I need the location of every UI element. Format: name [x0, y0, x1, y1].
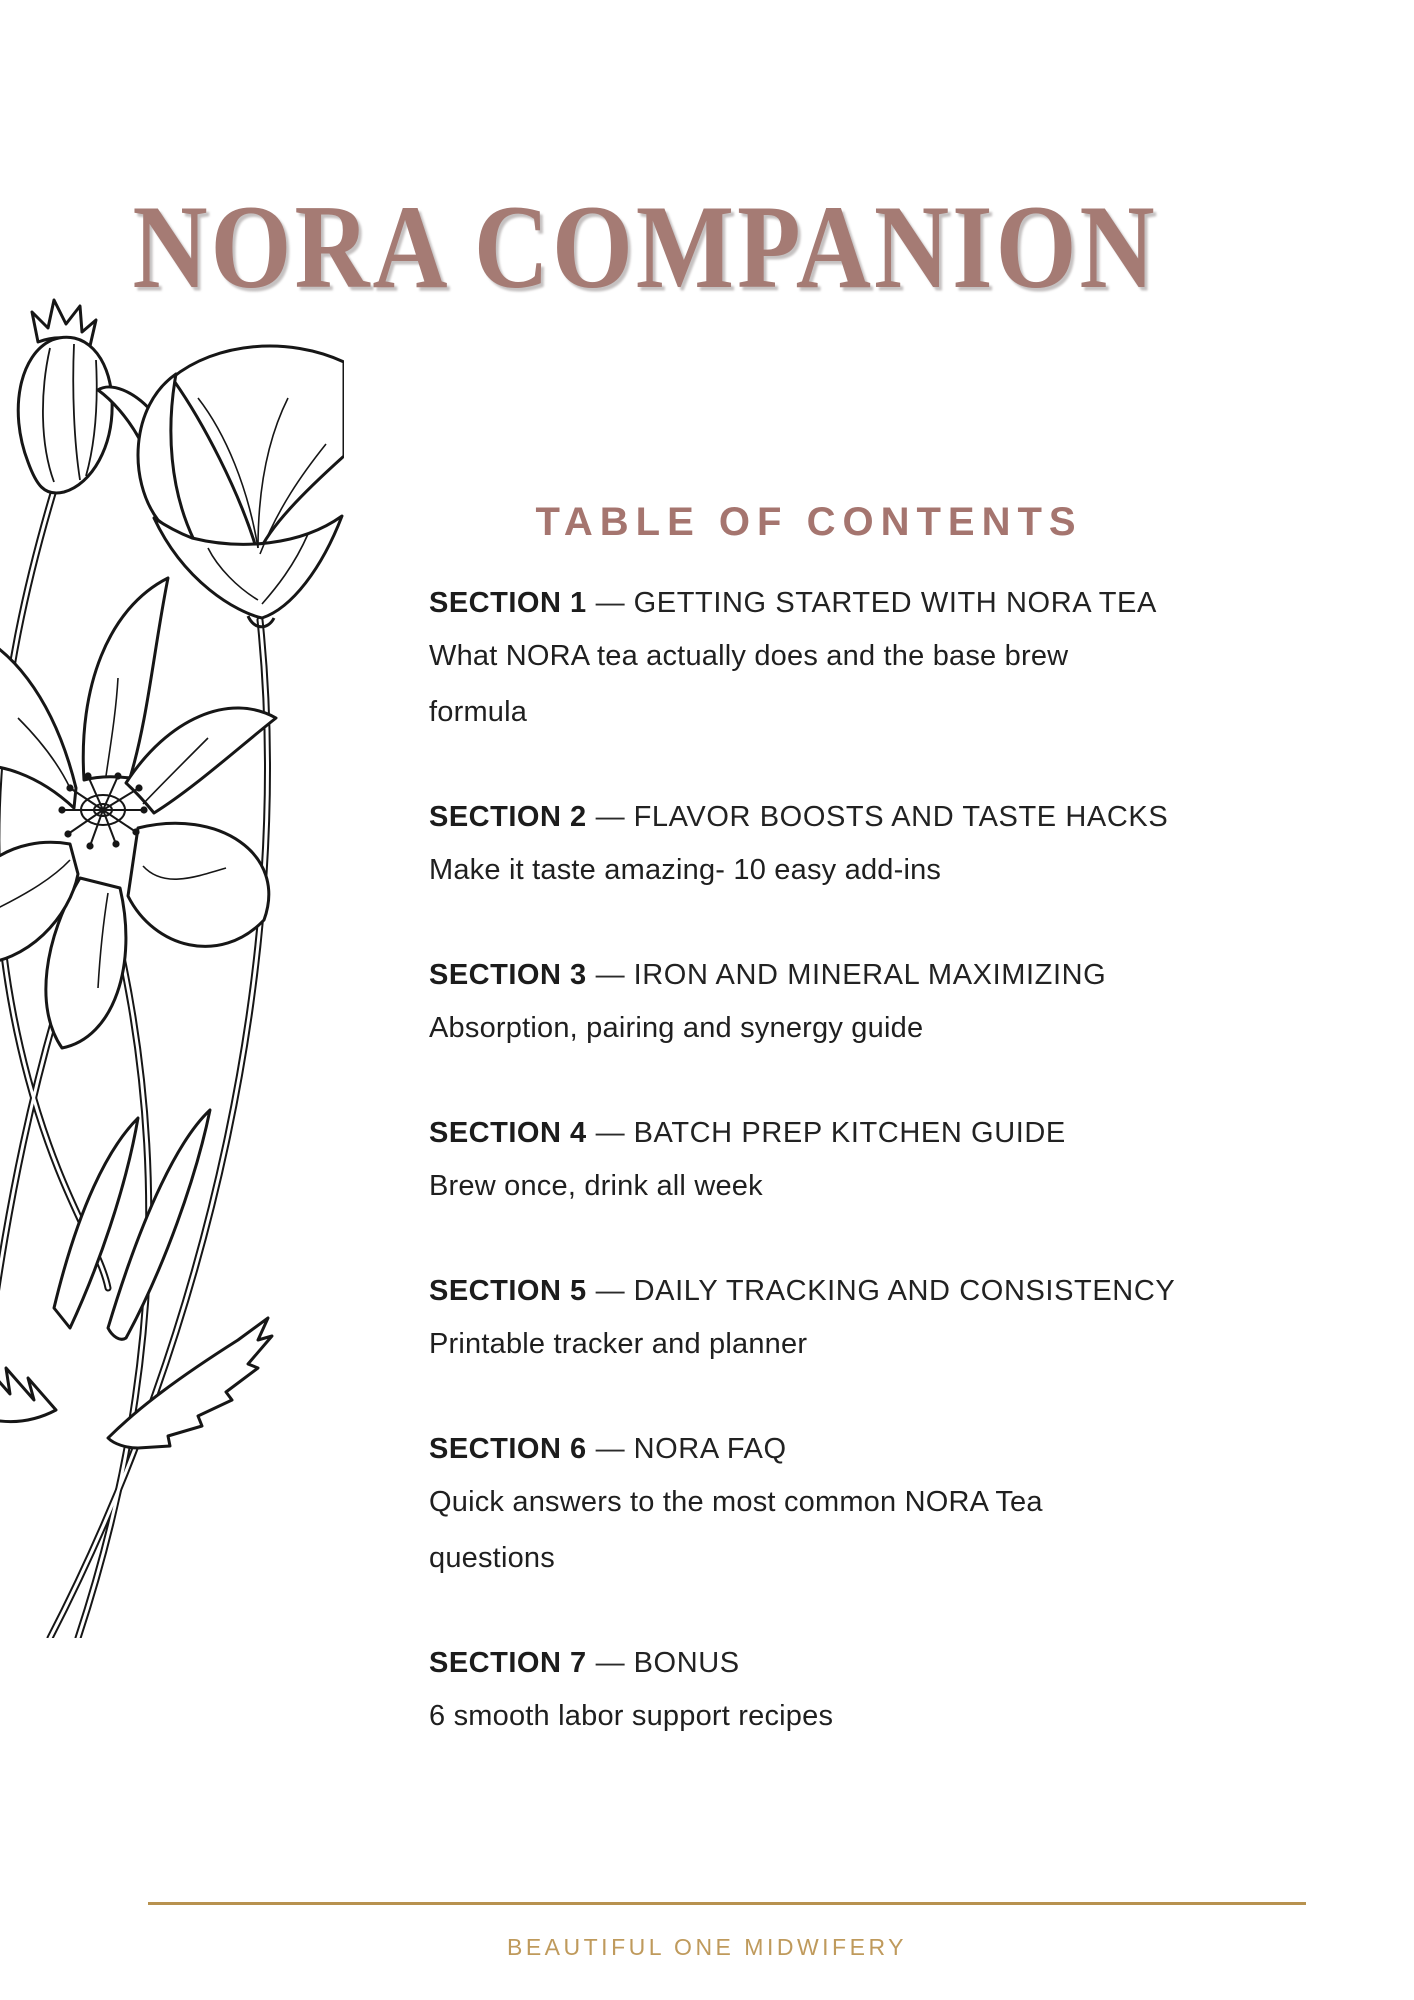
- section-title: BONUS: [633, 1647, 740, 1679]
- section-heading: [429, 1424, 1129, 1474]
- section-description: Printable tracker and planner: [429, 1328, 808, 1360]
- section-dash: —: [595, 801, 625, 833]
- section-dash: —: [595, 1647, 625, 1679]
- section-description: Quick answers to the most common NORA Tea questions: [429, 1486, 1043, 1574]
- footer-divider: [148, 1902, 1306, 1905]
- section-number-label: SECTION 6: [429, 1433, 587, 1465]
- section-title: NORA FAQ: [633, 1433, 787, 1465]
- toc-entry-3: [429, 950, 1129, 1056]
- section-dash: —: [595, 587, 625, 619]
- section-description: Brew once, drink all week: [429, 1170, 763, 1202]
- poppy-flowers-illustration: [0, 248, 344, 1638]
- toc-entry-6: [429, 1424, 1129, 1586]
- toc-heading: TABLE OF CONTENTS: [535, 500, 1083, 545]
- toc-entry-5: [429, 1266, 1176, 1372]
- section-heading: [429, 1638, 1129, 1688]
- section-description: Absorption, pairing and synergy guide: [429, 1012, 924, 1044]
- section-number-label: SECTION 2: [429, 801, 587, 833]
- section-number-label: SECTION 4: [429, 1117, 587, 1149]
- section-title: IRON AND MINERAL MAXIMIZING: [633, 959, 1107, 991]
- section-heading: [429, 792, 1169, 842]
- section-description: What NORA tea actually does and the base brew formula: [429, 640, 1069, 728]
- toc-section-list: [429, 578, 1176, 1796]
- toc-entry-1: [429, 578, 1157, 740]
- footer-brand-text: BEAUTIFUL ONE MIDWIFERY: [507, 1934, 907, 1960]
- toc-entry-7: [429, 1638, 1129, 1744]
- section-heading: [429, 1108, 1129, 1158]
- section-description: 6 smooth labor support recipes: [429, 1700, 834, 1732]
- section-title: DAILY TRACKING AND CONSISTENCY: [633, 1275, 1176, 1307]
- section-dash: —: [595, 1275, 625, 1307]
- section-heading: [429, 1266, 1176, 1316]
- section-dash: —: [595, 1117, 625, 1149]
- section-dash: —: [595, 1433, 625, 1465]
- page-title: NORA COMPANION: [132, 180, 1158, 314]
- section-title: BATCH PREP KITCHEN GUIDE: [633, 1117, 1066, 1149]
- section-dash: —: [595, 959, 625, 991]
- section-heading: [429, 578, 1157, 628]
- toc-entry-4: [429, 1108, 1129, 1214]
- section-number-label: SECTION 7: [429, 1647, 587, 1679]
- section-title: FLAVOR BOOSTS AND TASTE HACKS: [633, 801, 1169, 833]
- section-number-label: SECTION 1: [429, 587, 587, 619]
- section-number-label: SECTION 3: [429, 959, 587, 991]
- toc-entry-2: [429, 792, 1169, 898]
- section-title: GETTING STARTED WITH NORA TEA: [633, 587, 1157, 619]
- section-heading: [429, 950, 1129, 1000]
- section-description: Make it taste amazing- 10 easy add-ins: [429, 854, 942, 886]
- section-number-label: SECTION 5: [429, 1275, 587, 1307]
